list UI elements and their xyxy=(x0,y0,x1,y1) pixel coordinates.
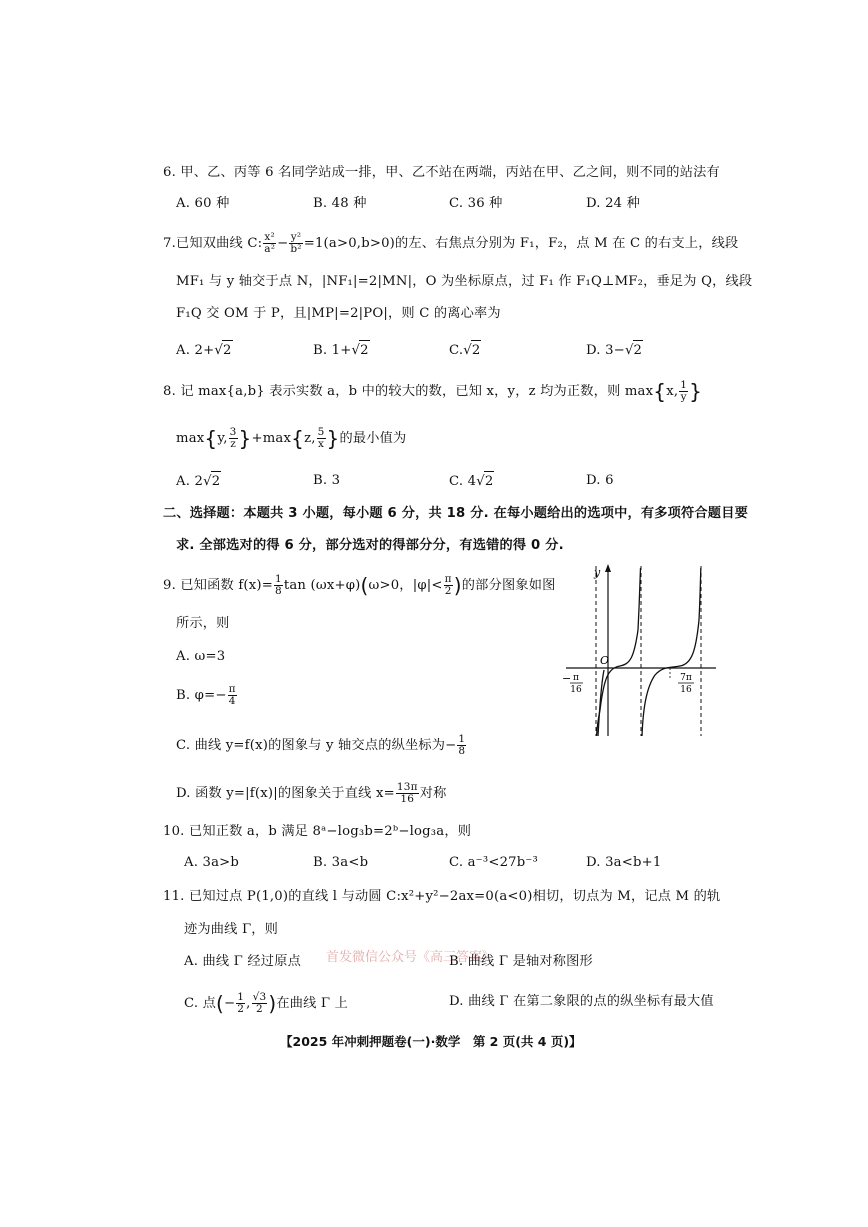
right-tick-den: 16 xyxy=(680,685,692,695)
q8-option-c: C. 4√2 xyxy=(449,471,494,492)
q11-line2: 迹为曲线 Γ，则 xyxy=(184,922,279,937)
q9-option-b: B. φ=− $\frac{\pi}{4}$ xyxy=(176,683,236,707)
q10-option-a: A. 3a>b xyxy=(184,855,240,870)
q6-option-d: D. 24 种 xyxy=(586,196,641,211)
q11-line1: 11. 已知过点 P(1,0)的直线 l 与动圆 C:x²+y²−2ax=0(a<0)相切，切点为 M，记点 M 的轨 xyxy=(163,889,721,904)
q7-option-a: A. 2+√2 xyxy=(176,340,233,361)
q9-option-d: D. 函数 y=|f(x)|的图象关于直线 x= $\frac{13\pi}{16}$ 对称 xyxy=(176,781,447,805)
q10-option-b: B. 3a<b xyxy=(313,855,369,870)
q10-stem: 10. 已知正数 a，b 满足 8ᵃ−log₃b=2ᵇ−log₃a，则 xyxy=(163,824,472,839)
q8-option-a: A. 2√2 xyxy=(176,471,221,492)
q11-option-b: B. 曲线 Γ 是轴对称图形 xyxy=(449,954,593,969)
q6-option-c: C. 36 种 xyxy=(449,196,503,211)
q7-option-b: B. 1+√2 xyxy=(313,340,370,361)
y-axis-label: y xyxy=(594,566,601,579)
q9-line2: 所示，则 xyxy=(176,616,230,631)
q7-line2: MF₁ 与 y 轴交于点 N，|NF₁|=2|MN|，O 为坐标原点，过 F₁ 作 F₁Q⊥MF₂，垂足为 Q，线段 xyxy=(176,274,753,289)
curve-branch-center xyxy=(600,568,641,710)
y-axis-arrow-icon xyxy=(605,564,611,572)
q10-option-c: C. a⁻³<27b⁻³ xyxy=(449,855,539,870)
left-tick-den: 16 xyxy=(570,685,582,695)
left-tick-num: π xyxy=(573,673,579,683)
q6-stem: 6. 甲、乙、丙等 6 名同学站成一排，甲、乙不站在两端，丙站在甲、乙之间，则不同的站法有 xyxy=(163,165,720,180)
q7-line1: 7.已知双曲线 C: $\frac{\text{x²}}{\text{a²}}$ − $\frac{\text{y²}}{\text{b²}}$ =1(a>0,b>0)的左、右焦点分别为 F₁，F₂，点 M 在 C 的右支上，线段 xyxy=(163,231,739,255)
q9-option-c: C. 曲线 y=f(x)的图象与 y 轴交点的纵坐标为− $\frac{1}{8}$ xyxy=(176,733,466,757)
q8-line2: max{y, $\frac{3}{z}$ }+max{z, $\frac{5}{x}$ }的最小值为 xyxy=(176,426,407,451)
q8-option-b: B. 3 xyxy=(313,473,341,488)
section2-heading-line1: 二、选择题：本题共 3 小题，每小题 6 分，共 18 分. 在每小题给出的选项中，有多项符合题目要 xyxy=(163,506,748,521)
q6-option-a: A. 60 种 xyxy=(176,196,230,211)
q7-option-d: D. 3−√2 xyxy=(586,340,643,361)
left-tick-sign: − xyxy=(562,672,572,685)
q11-option-a: A. 曲线 Γ 经过原点 xyxy=(184,954,301,969)
q11-option-c: C. 点(− $\frac{1}{2}$ , $\frac{√3}{2}$ )在曲线 Γ 上 xyxy=(184,991,349,1016)
q10-option-d: D. 3a<b+1 xyxy=(586,855,662,870)
q8-option-d: D. 6 xyxy=(586,473,614,488)
curve-branch-right xyxy=(642,568,701,736)
q8-line1: 8. 记 max{a,b} 表示实数 a，b 中的较大的数，已知 x，y，z 均为正数，则 max{x, $\frac{1}{y}$ } xyxy=(163,379,703,404)
section2-heading-line2: 求. 全部选对的得 6 分，部分选对的得部分分，有选错的得 0 分. xyxy=(176,538,564,553)
page-footer: 【2025 年冲刺押题卷(一)·数学 第 2 页(共 4 页)】 xyxy=(280,1034,582,1049)
q6-option-b: B. 48 种 xyxy=(313,196,367,211)
q7-line3: F₁Q 交 OM 于 P，且|MP|=2|PO|，则 C 的离心率为 xyxy=(176,306,501,321)
right-tick-num: 7π xyxy=(680,673,692,683)
q9-stem: 9. 已知函数 f(x)= $\frac{1}{8}$ tan (ωx+φ)(ω>0，|φ|< $\frac{\pi}{2}$ )的部分图象如图 xyxy=(163,573,556,598)
q11-option-d: D. 曲线 Γ 在第二象限的点的纵坐标有最大值 xyxy=(449,994,714,1009)
q7-option-c: C.√2 xyxy=(449,340,481,361)
tangent-graph xyxy=(560,560,718,740)
watermark: 首发微信公众号《高三答案》 xyxy=(326,950,496,965)
q9-option-a: A. ω=3 xyxy=(176,649,226,664)
origin-label: O xyxy=(600,654,610,667)
